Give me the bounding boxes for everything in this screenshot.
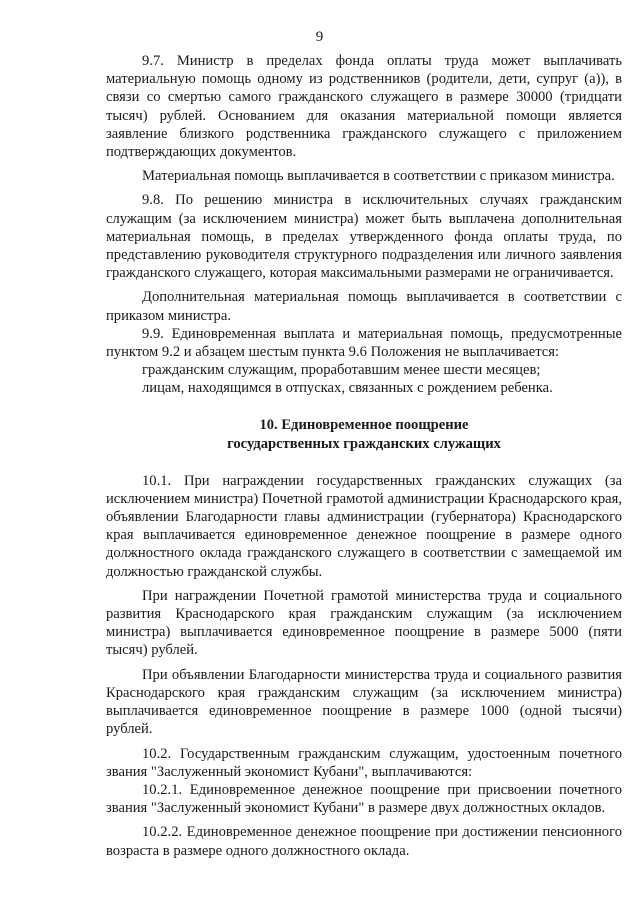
paragraph-10-2: 10.2. Государственным гражданским служащим, удостоенным почетного звания "Заслуженный экономист Кубани", выплачиваются: [106,745,622,780]
paragraph-9-7-note: Материальная помощь выплачивается в соответствии с приказом министра. [142,168,615,185]
page-body [106,52,622,860]
paragraph-9-9: 9.9. Единовременная выплата и материальная помощь, предусмотренные пунктом 9.2 и абзацем шестым пункта 9.6 Положения не выплачивается: [106,325,622,361]
section-heading [106,416,622,454]
paragraph-10-2-1: 10.2.1. Единовременное денежное поощрение при присвоении почетного звания "Заслуженный экономист Кубани" в размере двух должностных окладов. [106,781,622,817]
paragraph-10-1-gramota: При награждении Почетной грамотой министерства труда и социального развития Краснодарского края гражданским служащим (за исключением министра) выплачивается единовременное поощрение в размере 5000 (пяти тысяч) рублей. [106,587,622,659]
paragraph-10-2-2: 10.2.2. Единовременное денежное поощрение при достижении пенсионного возраста в размере одного должностного оклада. [106,824,622,859]
list-item: гражданским служащим, проработавшим менее шести месяцев; [142,362,541,379]
list-item: лицам, находящимся в отпусках, связанных с рождением ребенка. [142,380,553,397]
paragraph-10-1: 10.1. При награждении государственных гражданских служащих (за исключением министра) Почетной грамотой администрации Краснодарского края, объявлении Благодарности главы администрации (губернатора) Краснодарского края выплачивается единовременное денежное поощрение в размере одного должностного оклада гражданского служащего в соответствии с замещаемой им должностью гражданской службы. [106,472,622,580]
paragraph-9-7: 9.7. Министр в пределах фонда оплаты труда может выплачивать материальную помощь одному из родственников (родители, дети, супруг (а)), в связи со смертью самого гражданского служащего в размере 30000 (тридцати тысяч) рублей. Основанием для оказания материальной помощи является заявление близкого родственника гражданского служащего с приложением подтверждающих документов. [106,53,622,161]
section-heading-line-2: государственных гражданских служащих [227,435,501,452]
page-number: 9 [315,29,324,45]
paragraph-10-1-blagodarnost: При объявлении Благодарности министерства труда и социального развития Краснодарского края гражданским служащим (за исключением министра) выплачивается единовременное поощрение в размере 1000 (одной тысячи) рублей. [106,666,622,738]
paragraph-9-8: 9.8. По решению министра в исключительных случаях гражданским служащим (за исключением министра) может быть выплачена дополнительная материальная помощь, в пределах утвержденного фонда оплаты труда, по представлению руководителя структурного подразделения или личного заявления гражданского служащего, которая максимальными размерами не ограничивается. [106,192,622,282]
paragraph-9-8-note: Дополнительная материальная помощь выплачивается в соответствии с приказом министра. [106,289,622,324]
section-heading-line-1: 10. Единовременное поощрение [259,416,469,433]
